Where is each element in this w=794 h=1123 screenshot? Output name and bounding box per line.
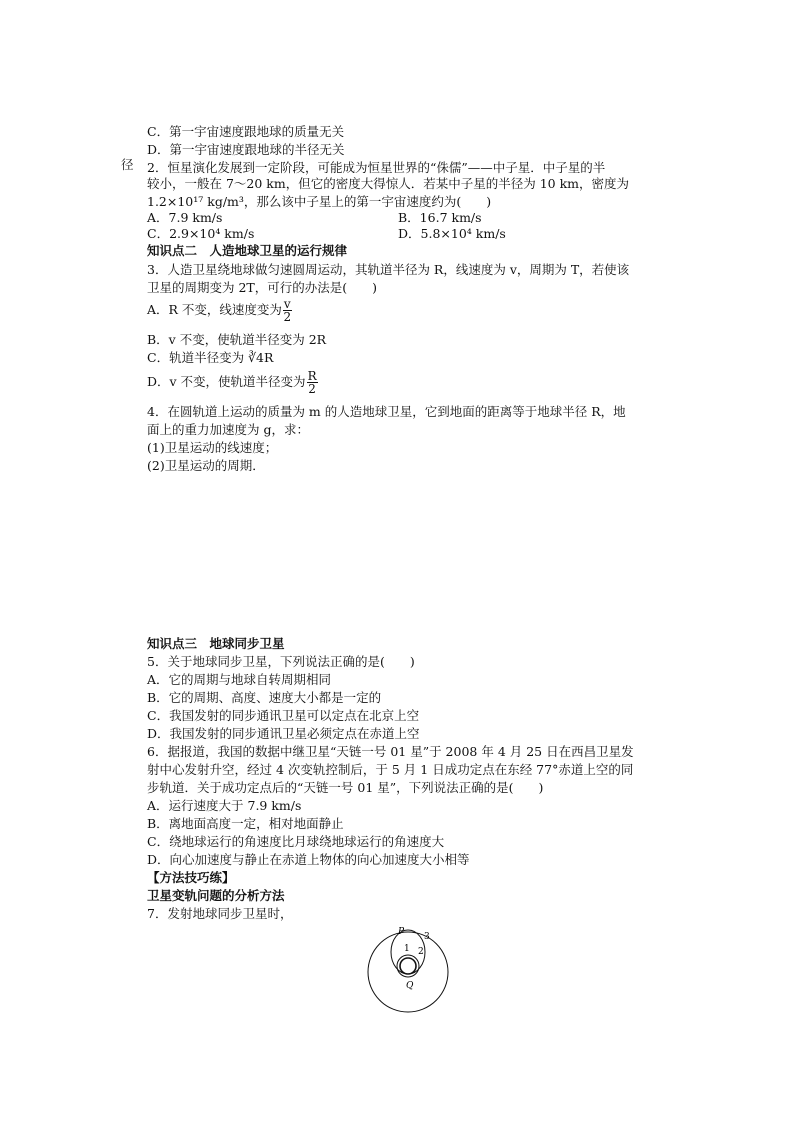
q4-part-1: (1)卫星运动的线速度； (147, 440, 278, 455)
fraction-v-over-2 (283, 298, 292, 323)
q4-part-2: (2)卫星运动的周期． (147, 458, 265, 473)
fraction-numerator: v (283, 297, 291, 311)
method-section-title: 【方法技巧练】 (147, 870, 235, 885)
q5-option-d: D．我国发射的同步通讯卫星必须定点在赤道上空 (147, 726, 420, 741)
label-q: Q (406, 981, 414, 991)
q5-option-b: B．它的周期、高度、速度大小都是一定的 (147, 690, 382, 705)
q6-option-d: D．向心加速度与静止在赤道上物体的向心加速度大小相等 (147, 852, 470, 867)
q6-option-a: A．运行速度大于 7.9 km/s (147, 798, 302, 813)
q5-stem: 5．关于地球同步卫星，下列说法正确的是( ) (147, 654, 415, 669)
earth-circle (400, 958, 416, 974)
q2-option-b: B．16.7 km/s (398, 210, 482, 225)
q3-stem-line2: 卫星的周期变为 2T，可行的办法是( ) (147, 280, 378, 295)
label-orbit-2: 2 (418, 947, 424, 957)
q6-option-b: B．离地面高度一定，相对地面静止 (147, 816, 344, 831)
fraction-numerator: R (307, 369, 317, 383)
q6-stem-line2: 射中心发射升空，经过 4 次变轨控制后，于 5 月 1 日成功定点在东经 77°赤道上空的同 (147, 762, 634, 777)
q6-stem-line1: 6．据报道，我国的数据中继卫星“天链一号 01 星”于 2008 年 4 月 25 日在西昌卫星发 (147, 744, 634, 759)
orbit-diagram (360, 922, 460, 1022)
q3-option-a-text: A．R 不变，线速度变为 (147, 302, 282, 317)
q5-option-c: C．我国发射的同步通讯卫星可以定点在北京上空 (147, 708, 420, 723)
q6-option-c: C．绕地球运行的角速度比月球绕地球运行的角速度大 (147, 834, 445, 849)
knowledge-point-2: 知识点二 人造地球卫星的运行规律 (147, 243, 348, 258)
q6-stem-line3: 步轨道．关于成功定点后的“天链一号 01 星”，下列说法正确的是( ) (147, 780, 544, 795)
q2-stem-char: 径 (121, 157, 134, 172)
fraction-denominator: 2 (283, 310, 292, 324)
q2-stem-line1: 2．恒星演化发展到一定阶段，可能成为恒星世界的“侏儒”——中子星．中子星的半 (147, 160, 606, 175)
q2-option-a: A．7.9 km/s (147, 210, 223, 225)
method-subtitle: 卫星变轨问题的分析方法 (147, 888, 285, 903)
q7-stem: 7．发射地球同步卫星时， (147, 906, 293, 921)
label-orbit-3: 3 (424, 932, 430, 942)
q2-stem-line2: 较小，一般在 7～20 km，但它的密度大得惊人．若某中子星的半径为 10 km，密度为 (147, 176, 630, 191)
q1-option-d: D．第一宇宙速度跟地球的半径无关 (147, 142, 345, 157)
fraction-denominator: 2 (308, 382, 316, 396)
q4-stem-line1: 4．在圆轨道上运动的质量为 m 的人造地球卫星，它到地面的距离等于地球半径 R，地 (147, 404, 626, 419)
q3-option-d-text: D．v 不变，使轨道半径变为 (147, 374, 306, 389)
q3-option-a (147, 298, 292, 323)
q5-option-a: A．它的周期与地球自转周期相同 (147, 672, 332, 687)
knowledge-point-3: 知识点三 地球同步卫星 (147, 636, 285, 651)
label-p: P (398, 927, 405, 937)
q2-stem-line3: 1.2×10¹⁷ kg/m³，那么该中子星上的第一宇宙速度约为( ) (147, 194, 492, 209)
q2-option-c: C．2.9×10⁴ km/s (147, 226, 255, 241)
q3-option-b: B．v 不变，使轨道半径变为 2R (147, 332, 327, 347)
label-orbit-1: 1 (404, 944, 410, 954)
q3-stem-line1: 3．人造卫星绕地球做匀速圆周运动，其轨道半径为 R，线速度为 v，周期为 T，若使该 (147, 262, 630, 277)
q4-stem-line2: 面上的重力加速度为 g，求： (147, 422, 309, 437)
q3-option-c: C．轨道半径变为 ∛4R (147, 350, 274, 365)
q2-option-d: D．5.8×10⁴ km/s (398, 226, 506, 241)
q1-option-c: C．第一宇宙速度跟地球的质量无关 (147, 124, 345, 139)
fraction-r-over-2 (307, 370, 318, 395)
q3-option-d (147, 370, 318, 395)
